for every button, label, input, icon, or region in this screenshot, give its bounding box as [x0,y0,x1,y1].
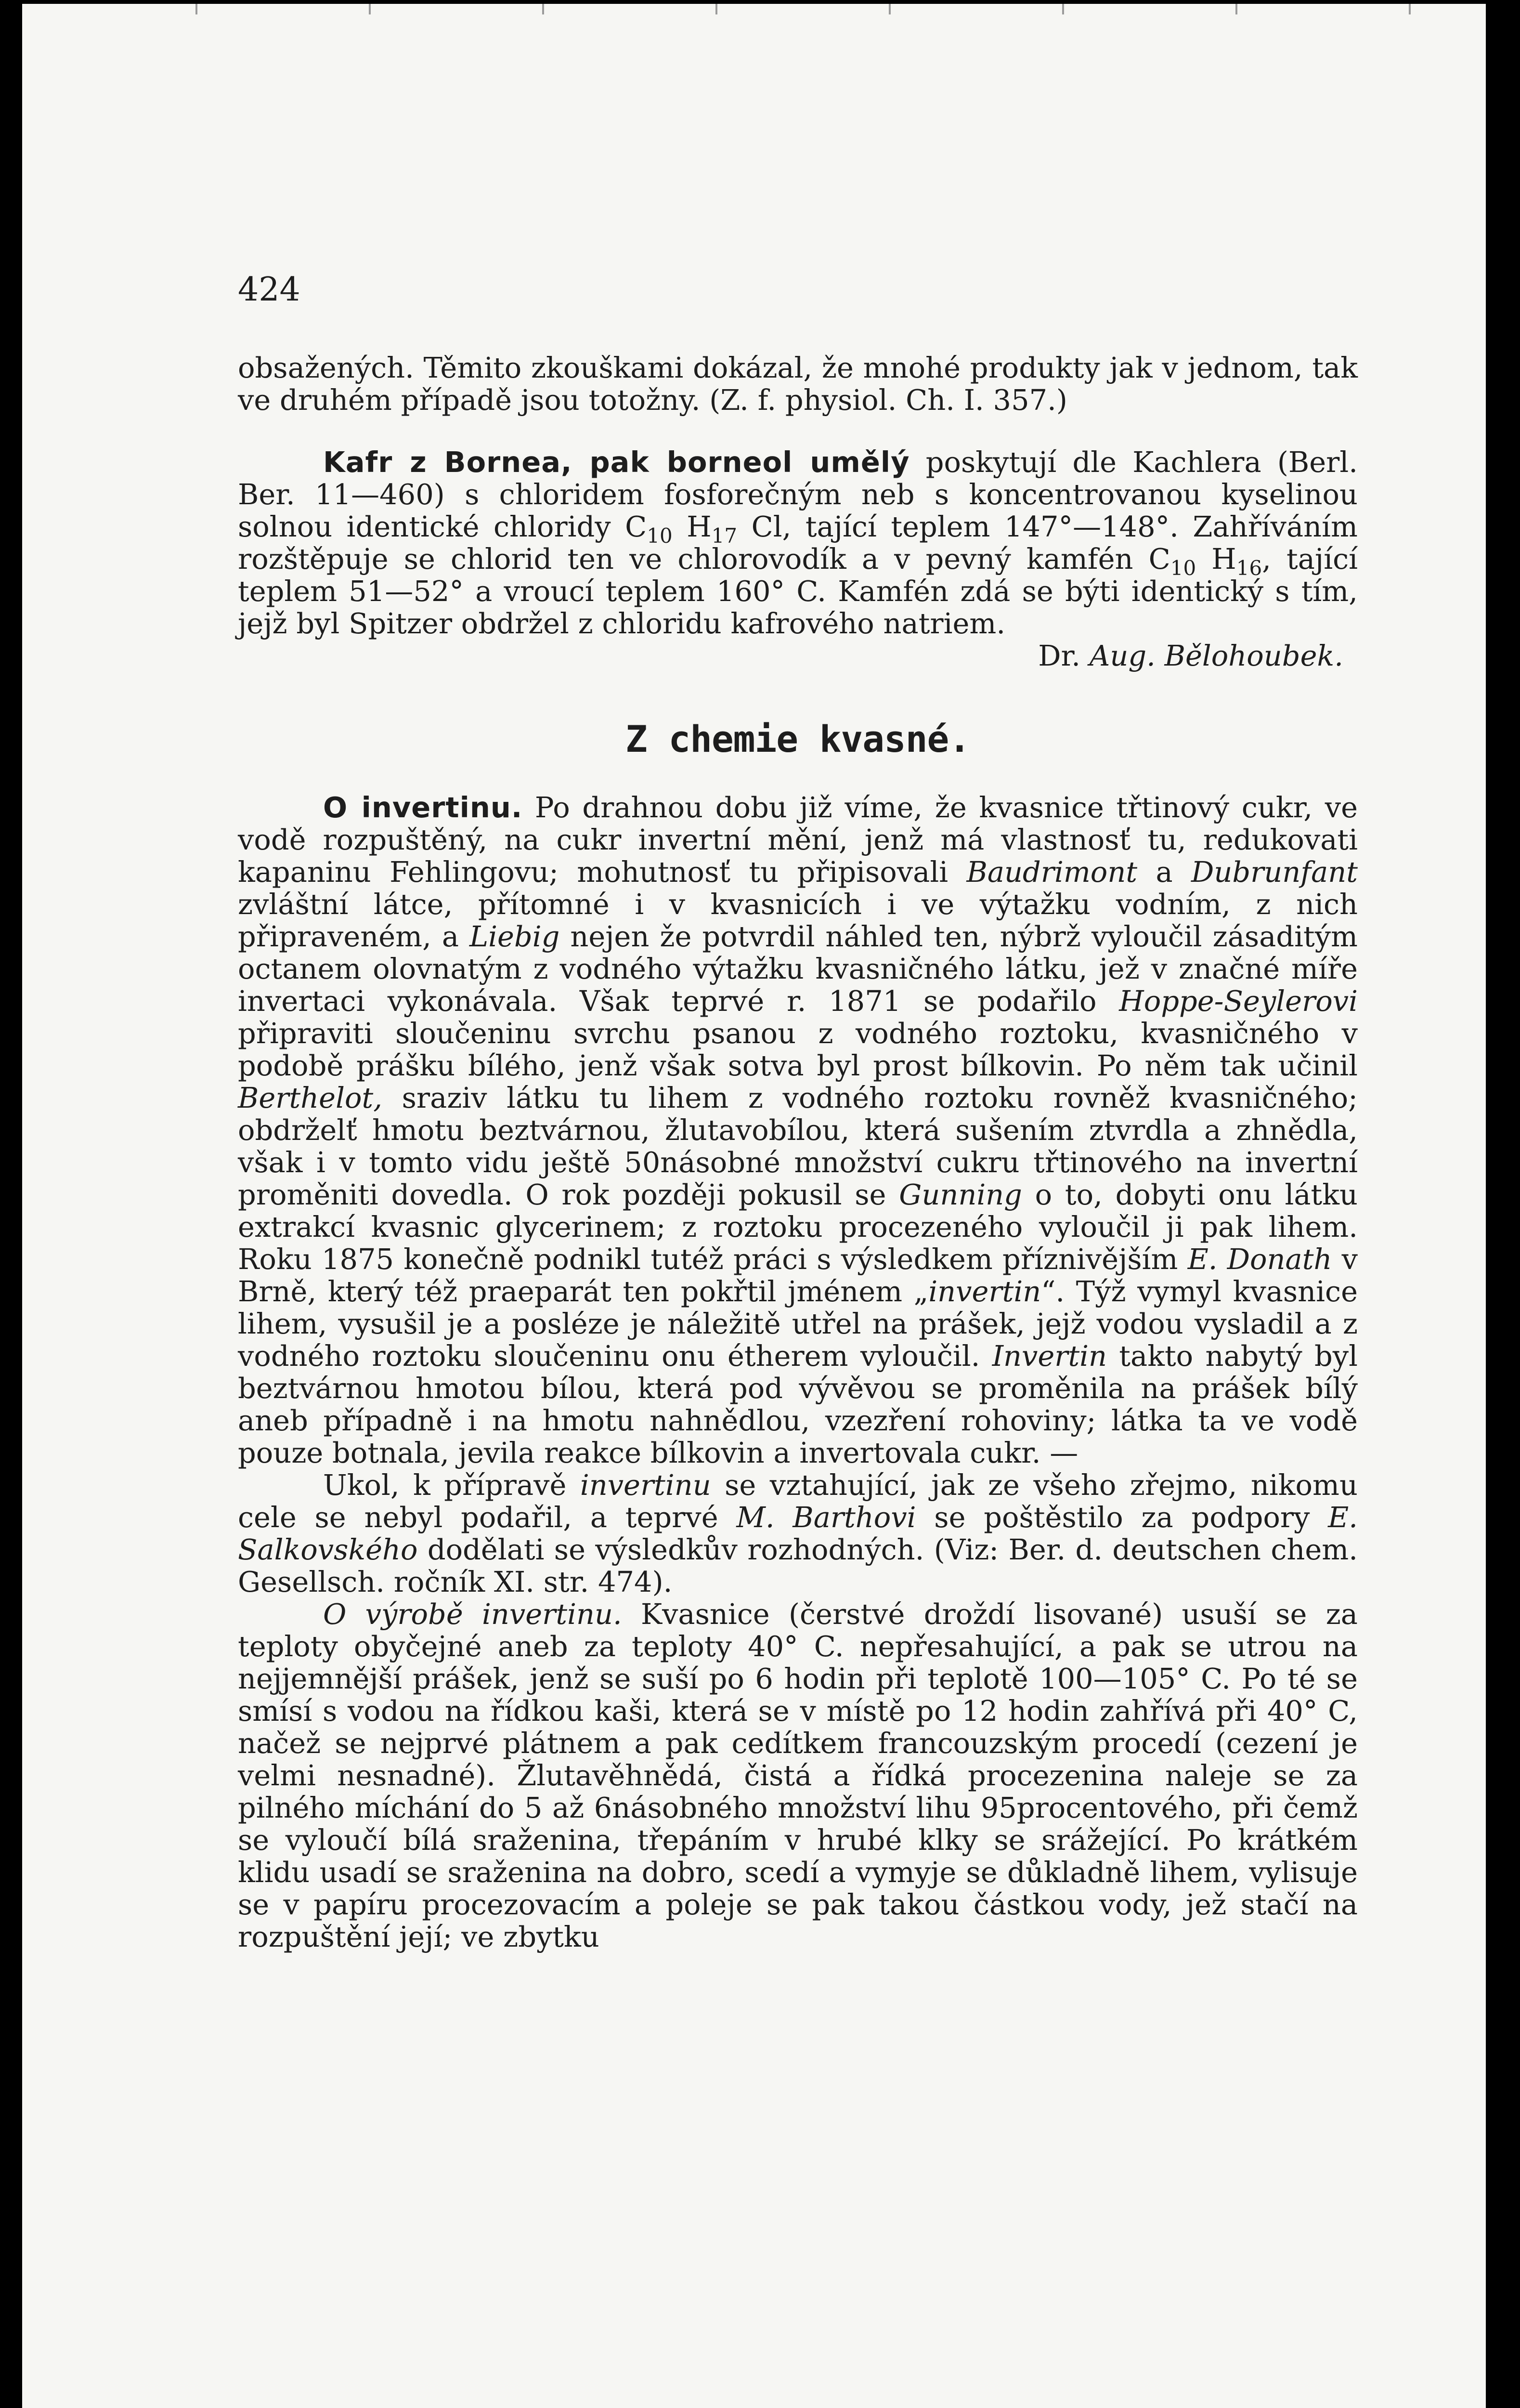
edge-mark [1409,4,1411,14]
italic-name: Gunning [899,1178,1022,1211]
paragraph-task [238,1469,1358,1598]
edge-mark [542,4,544,14]
paragraph-text: Po drahnou dobu již víme, že kvasnice třtinový cukr, ve vodě rozpuštěný, na cukr invertní mění, jenž má vlastnosť tu, redukovati kapaninu Fehlingovu; mohutnosť tu připisovali [238,791,1358,889]
edge-mark [1235,4,1237,14]
edge-mark [369,4,371,14]
paragraph-text: připraviti sloučeninu svrchu psanou z vodného roztoku, kvasničného v podobě prášku bílého, jenž však sotva byl prost bílkovin. Po něm tak učinil [238,1017,1358,1082]
paragraph-text: H [672,510,712,543]
paragraph-text: takto nabytý byl beztvárnou hmotou bílou, která pod vývěvou se proměnila na prášek bílý aneb případně i na hmotu nahnědlou, vzezření rohoviny; látka ta ve vodě pouze botnala, jevila reakce bílkovin a invertovala cukr. — [238,1339,1358,1469]
italic-name: Baudrimont [966,855,1138,889]
paragraph-lead: O invertinu. [323,791,523,824]
signature [238,640,1358,672]
paragraph-text: v Brně, který též praeparát ten pokřtil jménem „ [238,1243,1358,1308]
paragraph-text: dodělati se výsledkův rozhodných. (Viz: Ber. d. deutschen chem. Gesellsch. ročník XI. str. 474). [238,1533,1358,1598]
paragraph-text: Kvasnice (čerstvé droždí lisované) usuší se za teploty obyčejné aneb za teploty 40° C. nepřesahující, a pak se utrou na nejjemnější prášek, jenž se suší po 6 hodin při teplotě 100—105° C. Po té se smísí s vodou na řídkou kaši, která se v místě po 12 hodin zahřívá při 40° C, načež se nejprvé plátnem a pak cedítkem francouzským procedí (cezení je velmi nesnadné). Žlutavěhnědá, čistá a řídká procezenina naleje se za pilného míchání do 5 až 6násobného množství lihu 95procentového, při čemž se vyloučí bílá sraženina, třepáním v hrubé klky se srážející. Po krátkém klidu usadí se sraženina na dobro, scedí a vymyje se důkladně lihem, vylisuje se v papíru procezovacím a poleje se pak takou částkou vody, jež stačí na rozpuštění její; ve zbytku [238,1597,1358,1953]
paragraph-text: Cl, tající teplem 147°—148°. Zahříváním rozštěpuje se chlorid ten ve chlorovodík a v pevný kamfén C [238,510,1358,576]
subscript: 17 [711,523,738,548]
edge-mark [1062,4,1064,14]
italic-name: Berthelot, [238,1081,382,1114]
italic-name: M. Barthovi [736,1501,916,1534]
subscript: 16 [1236,556,1262,580]
edge-mark [195,4,197,14]
paragraph-production [238,1598,1358,1953]
section-heading: Z chemie kvasné. [625,718,971,760]
paragraph-text: nejen že potvrdil náhled ten, nýbrž vyloučil zásaditým octanem olovnatým z vodného výtažku kvasničného látku, jež v značné míře invertaci vykonávala. Však teprvé r. 1871 se podařilo [238,920,1358,1018]
signature-name: Aug. Bělohoubek. [1089,639,1343,672]
edge-mark [889,4,891,14]
paragraph-text: “. Týž vymyl kvasnice lihem, vysušil je a posléze je náležitě utřel na prášek, jejž vodou vysladil a z vodného roztoku sloučeninu onu étherem vyloučil. [238,1275,1358,1373]
paragraph-text: Ukol, k přípravě [323,1468,580,1502]
paragraph-text: zvláštní látce, přítomné i v kvasnicích i ve výtažku vodním, z nich připraveném, a [238,888,1358,953]
italic-name: Dubrunfant [1191,855,1358,889]
paragraph-text: se vztahující, jak ze všeho zřejmo, nikomu cele se nebyl podařil, a teprvé [238,1468,1358,1534]
subscript: 10 [1170,556,1196,580]
paragraph-text: se poštěstilo za podpory [916,1501,1328,1534]
paragraph-lead: O výrobě invertinu. [323,1597,622,1631]
subscript: 10 [647,523,673,548]
paragraph-text: obsažených. Těmito zkouškami dokázal, že mnohé produkty jak v jednom, tak ve druhém případě jsou totožny. (Z. f. physiol. Ch. I. 357.) [238,351,1358,417]
italic-name: E. Donath [1187,1243,1332,1276]
italic-name: E. Salkovského [238,1501,1358,1566]
italic-name: Invertin [992,1339,1107,1373]
edge-mark [715,4,717,14]
paragraph-invertin [238,791,1358,1469]
paragraph-lead: Kafr z Bornea, pak borneol umělý [323,445,910,479]
paragraph-text: sraziv látku tu lihem z vodného roztoku rovněž kvasničného; obdrželť hmotu beztvárnou, žlutavobílou, která sušením ztvrdla a zhnědla, však i v tomto vidu ještě 50násobné množství cukru třtinového na invertní proměniti dovedla. O rok později pokusil se [238,1081,1358,1211]
paragraph-continuation [238,352,1358,416]
italic-name: invertinu [580,1468,711,1502]
body-text [238,352,1358,1953]
italic-name: Liebig [469,920,560,953]
page-number: 424 [238,271,300,309]
signature-prefix: Dr. [1038,639,1090,672]
italic-name: Hoppe-Seylerovi [1119,984,1358,1018]
paragraph-text: o to, dobyti onu látku extrakcí kvasnic glycerinem; z roztoku procezeného vyloučil ji pak lihem. Roku 1875 konečně podnikl tutéž práci s výsledkem příznivějším [238,1178,1358,1276]
paragraph-camphor [238,446,1358,640]
paragraph-text: H [1196,542,1236,576]
paragraph-text: , tající teplem 51—52° a vroucí teplem 160° C. Kamfén zdá se býti identický s tím, jejž byl Spitzer obdržel z chloridu kafrového natriem. [238,542,1358,640]
paragraph-text: poskytují dle Kachlera (Berl. Ber. 11—460) s chloridem fosforečným neb s koncentrovanou kyselinou solnou identické chloridy C [238,445,1358,543]
italic-name: invertin [928,1275,1041,1308]
paragraph-text: a [1137,855,1192,889]
